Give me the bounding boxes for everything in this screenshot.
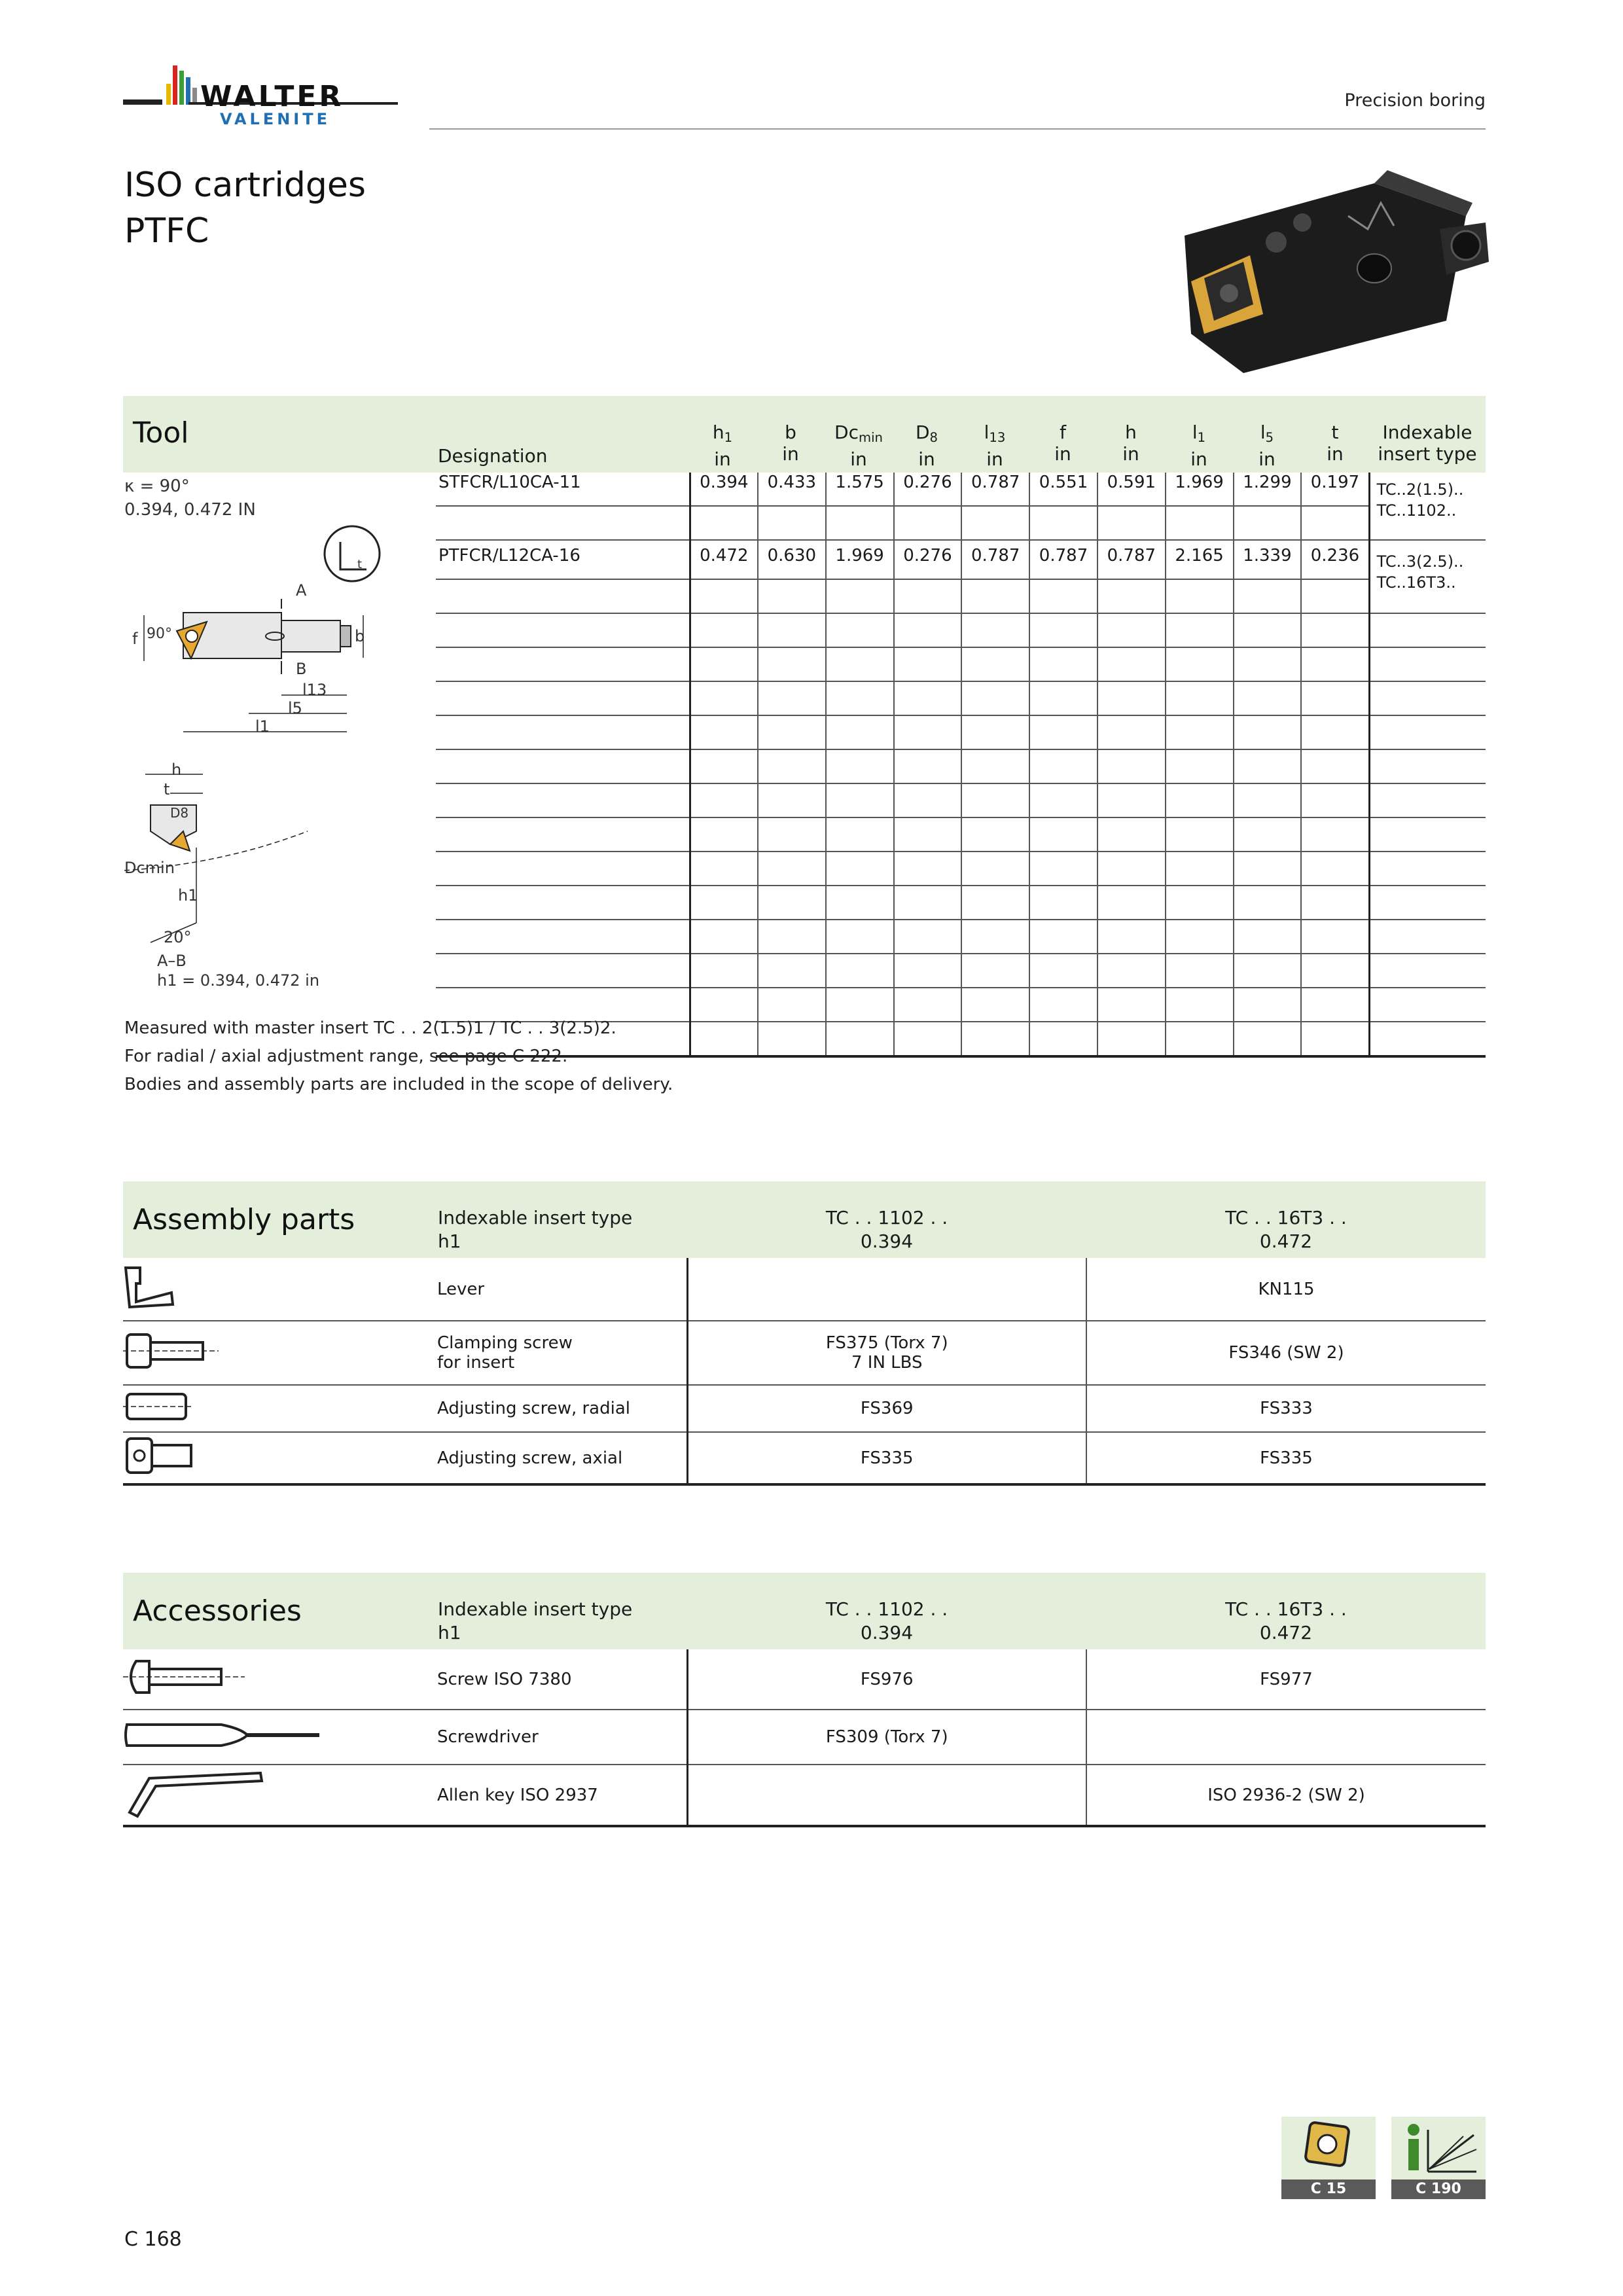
cartridge-photo [1178,164,1492,380]
label-A: A [296,581,307,600]
col-dcmin: $Dc_{min}$ in [834,422,883,470]
table-row [436,647,1486,681]
note-line: Bodies and assembly parts are included in the scope of delivery. [124,1075,673,1094]
label-t: t [164,780,170,798]
part-value: FS333 [1086,1385,1486,1432]
size-range-label: 0.394, 0.472 IN [124,500,256,520]
logo-valenite-text: VALENITE [220,110,330,128]
value-cell: 0.433 [758,473,826,506]
designation-header: Designation [438,445,548,467]
value-cell: 0.787 [1029,540,1097,579]
accessory-value: ISO 2936-2 (SW 2) [1086,1765,1486,1826]
part-value: FS369 [687,1385,1086,1432]
part-value: FS335 [687,1432,1086,1484]
accessory-value: FS976 [687,1649,1086,1710]
info-chart-icon [1391,2117,1486,2179]
accessories-table [123,1649,1486,1827]
value-cell: 1.339 [1234,540,1302,579]
accessory-value [687,1765,1086,1826]
insert-icon [1281,2117,1376,2179]
value-cell: 0.787 [961,473,1029,506]
table-row [436,540,1486,579]
table-row [123,1321,1486,1385]
table-row [436,613,1486,647]
badge-insert-link[interactable] [1281,2117,1376,2199]
accessories-col1-head: TC . . 1102 . . 0.394 [825,1598,948,1643]
part-value: FS346 (SW 2) [1086,1321,1486,1385]
table-row [123,1765,1486,1826]
table-row [436,817,1486,852]
label-20deg: 20° [164,928,192,946]
table-row [436,473,1486,506]
insert-type-cell: TC..3(2.5).. TC..16T3.. [1369,540,1486,613]
value-cell: 0.276 [894,473,962,506]
value-cell: 0.236 [1301,540,1369,579]
badge-label: C 15 [1281,2179,1376,2199]
kappa-label: κ = 90° [124,476,190,496]
col-l5: $l_5$ in [1258,422,1275,470]
col-d8: $D_8$ in [915,422,938,470]
page-title [124,162,366,254]
label-l13: l13 [302,681,327,699]
title-line-1: ISO cartridges [124,166,366,205]
table-row [436,783,1486,817]
table-row [123,1385,1486,1432]
accessory-label: Screwdriver [432,1710,687,1765]
col-t: t in [1327,422,1344,465]
screwdriver-icon [123,1710,432,1765]
title-line-2: PTFC [124,211,209,251]
col-h1: $h_1$ in [712,422,733,470]
table-row [436,852,1486,886]
table-row [123,1710,1486,1765]
value-cell: 1.969 [826,540,894,579]
page-number: C 168 [124,2228,182,2251]
label-B: B [296,660,307,678]
part-value: KN115 [1086,1258,1486,1321]
assembly-col1-head: TC . . 1102 . . 0.394 [825,1207,948,1252]
accessories-col2-head: TC . . 16T3 . . 0.472 [1225,1598,1347,1643]
table-row [436,886,1486,920]
value-cell: 1.299 [1234,473,1302,506]
part-value: FS375 (Torx 7) 7 IN LBS [687,1321,1086,1385]
table-row [436,715,1486,749]
accessories-col-label: Indexable insert type h1 [438,1598,633,1643]
accessories-heading: Accessories [133,1594,302,1628]
table-row [436,506,1486,540]
lever-icon [123,1258,432,1321]
label-section: A–B [157,952,187,970]
table-row [123,1432,1486,1484]
table-row [123,1649,1486,1710]
value-cell: 0.787 [961,540,1029,579]
value-cell: 0.472 [690,540,758,579]
label-Dcmin: Dcmin [124,859,175,877]
clamping-screw-icon [123,1321,432,1385]
badge-info-link[interactable] [1391,2117,1486,2199]
label-D8: D8 [170,805,189,821]
part-label: Adjusting screw, radial [432,1385,687,1432]
accessory-value: FS309 (Torx 7) [687,1710,1086,1765]
value-cell: 0.276 [894,540,962,579]
tool-column-headers [688,422,1486,473]
axial-screw-icon [123,1432,432,1484]
assembly-col2-head: TC . . 16T3 . . 0.472 [1225,1207,1347,1252]
insert-type-cell: TC..2(1.5).. TC..1102.. [1369,473,1486,540]
accessory-value [1086,1710,1486,1765]
notes-block [124,1014,673,1099]
assembly-col-label: Indexable insert type h1 [438,1207,633,1252]
accessory-label: Screw ISO 7380 [432,1649,687,1710]
section-label: Precision boring [1344,90,1486,111]
value-cell: 0.591 [1097,473,1166,506]
label-b: b [355,627,365,645]
value-cell: 0.197 [1301,473,1369,506]
value-cell: 0.551 [1029,473,1097,506]
col-f: f in [1054,422,1071,465]
tool-table [436,473,1486,1058]
table-row [436,681,1486,715]
part-label: Clamping screw for insert [432,1321,687,1385]
label-l1: l1 [255,717,270,736]
assembly-table [123,1258,1486,1486]
value-cell: 0.630 [758,540,826,579]
value-cell: 0.787 [1097,540,1166,579]
value-cell: 1.969 [1166,473,1234,506]
table-row [436,920,1486,954]
value-cell: 2.165 [1166,540,1234,579]
part-label: Adjusting screw, axial [432,1432,687,1484]
col-l13: $l_{13}$ in [984,422,1006,470]
accessory-value: FS977 [1086,1649,1486,1710]
header-rule [429,128,1486,130]
badge-label: C 190 [1391,2179,1486,2199]
col-insert-type: Indexable insert type [1378,422,1477,465]
label-h: h [171,761,182,779]
allen-key-icon [123,1765,432,1826]
part-label: Lever [432,1258,687,1321]
radial-screw-icon [123,1385,432,1432]
table-row [123,1258,1486,1321]
walter-logo [123,62,404,134]
label-90deg: 90° [147,626,172,642]
part-value: FS335 [1086,1432,1486,1484]
part-value [687,1258,1086,1321]
value-cell: 1.575 [826,473,894,506]
accessory-label: Allen key ISO 2937 [432,1765,687,1826]
col-l1: $l_1$ in [1190,422,1207,470]
label-l5: l5 [288,699,302,717]
table-row [436,749,1486,783]
col-b: b in [782,422,799,465]
designation-cell: STFCR/L10CA-11 [436,473,690,506]
label-f: f [132,630,138,648]
col-h: h in [1122,422,1139,465]
logo-walter-text: WALTER [200,80,344,113]
table-row [436,579,1486,613]
note-line: Measured with master insert TC . . 2(1.5)1 / TC . . 3(2.5)2. [124,1018,616,1038]
label-h1: h1 [178,886,198,905]
assembly-heading: Assembly parts [133,1203,355,1236]
label-h1-note: h1 = 0.394, 0.472 in [157,971,320,990]
value-cell: 0.394 [690,473,758,506]
screw-icon [123,1649,432,1710]
designation-cell: PTFCR/L12CA-16 [436,540,690,579]
label-t1: t [357,558,363,571]
tool-dimension-drawing [124,524,386,1001]
tool-heading: Tool [133,416,189,450]
note-line: For radial / axial adjustment range, see page C 222. [124,1047,568,1066]
table-row [436,954,1486,988]
